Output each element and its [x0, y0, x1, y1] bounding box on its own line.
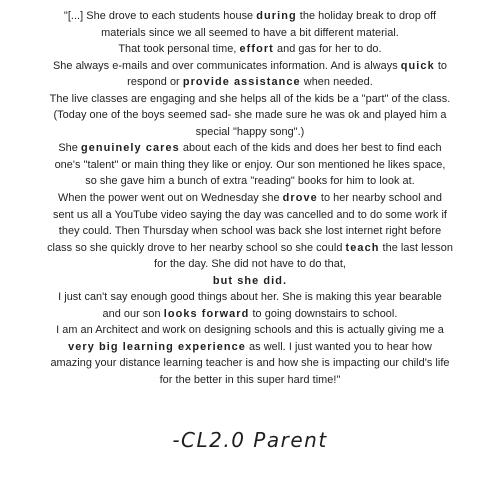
testimonial-line [8, 223, 492, 240]
testimonial-line [8, 124, 492, 141]
testimonial-text: the last lesson [379, 241, 453, 254]
testimonial-text: When the power went out on Wednesday she [58, 192, 283, 205]
testimonial-line [8, 339, 492, 356]
testimonial-text: as well. I just wanted you to hear how [245, 340, 432, 353]
testimonial-line [8, 157, 492, 174]
testimonial-text: amazing your distance learning teacher is and how she is impacting our child's life [50, 357, 450, 370]
testimonial-text: She [58, 142, 81, 155]
testimonial-text: sent us all a YouTube video saying the day was cancelled and to do some work if [52, 208, 448, 221]
emphasized-text: drove [282, 192, 318, 205]
testimonial-text: about each of the kids and does her best to find each [179, 142, 442, 155]
testimonial-text: I just can't say enough good things about her. She is making this year bearable [58, 291, 442, 304]
testimonial-text: (Today one of the boys seemed sad- she made sure he was ok and played him a [53, 109, 447, 122]
testimonial-line [8, 41, 492, 58]
testimonial-line [8, 240, 492, 257]
testimonial-line [8, 25, 492, 42]
testimonial-text: to going downstairs to school. [249, 307, 398, 320]
emphasized-text: effort [239, 43, 274, 56]
emphasized-text: quick [400, 59, 435, 72]
emphasized-text: but she did. [212, 274, 288, 287]
testimonial-line [8, 273, 492, 290]
testimonial-line [8, 8, 492, 25]
testimonial-line [8, 289, 492, 306]
emphasized-text: provide assistance [182, 76, 301, 89]
emphasized-text: looks forward [163, 307, 250, 320]
testimonial-line [8, 322, 492, 339]
testimonial-text: I am an Architect and work on designing schools and this is actually giving me a [56, 324, 444, 337]
emphasized-text: genuinely cares [80, 142, 180, 155]
testimonial-line [8, 107, 492, 124]
testimonial-text: for the better in this super hard time!" [159, 374, 341, 387]
testimonial-text: "[...] She drove to each students house [63, 10, 257, 22]
testimonial-line [8, 372, 492, 389]
testimonial-text: special "happy song".) [195, 125, 305, 138]
testimonial-line [8, 256, 492, 273]
testimonial-line [8, 91, 492, 108]
testimonial-text: class so she quickly drove to her nearby school so she could [47, 241, 346, 254]
testimonial-text: and our son [102, 307, 164, 320]
testimonial-line [8, 140, 492, 157]
testimonial-line [8, 306, 492, 323]
signature: -CL2.0 Parent [172, 428, 328, 452]
emphasized-text: teach [345, 241, 380, 254]
testimonial-line [8, 190, 492, 207]
emphasized-text: very big learning experience [68, 340, 246, 353]
testimonial-text: and gas for her to do. [273, 43, 382, 56]
testimonial-line [8, 58, 492, 75]
testimonial-text: The live classes are engaging and she helps all of the kids be a "part" of the class. [49, 92, 451, 105]
testimonial-line [8, 74, 492, 91]
testimonial-text: when needed. [300, 76, 373, 89]
testimonial-line [8, 207, 492, 224]
testimonial-text: one's "talent" or main thing they like or enjoy. Our son mentioned he likes space, [54, 158, 446, 171]
testimonial-text: That took personal time, [118, 43, 240, 56]
testimonial-quote [8, 8, 492, 389]
testimonial-text: materials since we all seemed to have a bit different material. [101, 26, 399, 39]
testimonial-text: respond or [127, 76, 183, 89]
testimonial-text: the holiday break to drop off [296, 10, 437, 22]
testimonial-text: to [434, 59, 448, 72]
testimonial-line [8, 173, 492, 190]
testimonial-line [8, 355, 492, 372]
testimonial-text: they could. Then Thursday when school was back she lost internet right before [58, 225, 442, 238]
testimonial-text: for the day. She did not have to do that, [154, 258, 346, 271]
testimonial-text: so she gave him a bunch of extra "reading" books for him to look at. [85, 175, 415, 188]
emphasized-text: during [256, 10, 297, 22]
testimonial-text: She always e-mails and over communicates information. And is always [52, 59, 401, 72]
testimonial-text: to her nearby school and [317, 192, 442, 205]
